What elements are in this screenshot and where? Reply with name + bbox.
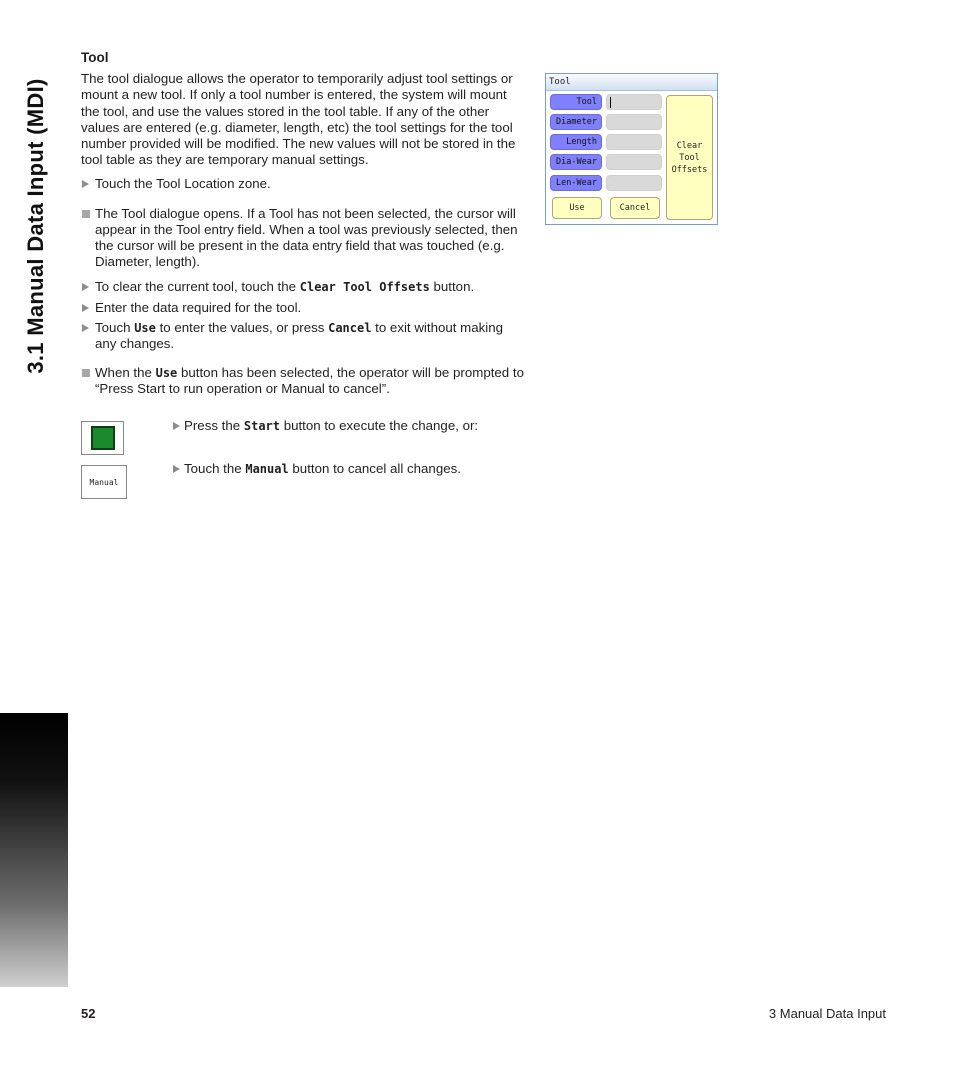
step-arrow-icon: [173, 465, 180, 473]
note-square-icon: [82, 369, 90, 377]
field-label-diameter[interactable]: Diameter: [550, 114, 602, 130]
note-text: button has been selected, the operator will be prompted to “Press Start to run operation or Manual to cancel”.: [95, 365, 524, 397]
use-button[interactable]: Use: [552, 197, 602, 219]
step-arrow-icon: [173, 422, 180, 430]
step-press-start: [172, 418, 532, 434]
note-text: The Tool dialogue opens. If a Tool has not been selected, the cursor will appear in the Tool entry field. When a tool was previously selected, then the cursor will be present in the data entry field that was touched (e.g. Diameter, length).: [95, 205, 518, 270]
clear-label-line2: Tool: [679, 152, 700, 163]
step-text: to exit without making any changes.: [95, 319, 504, 352]
clear-label-line1: Clear: [676, 140, 703, 151]
field-label-tool[interactable]: Tool: [550, 94, 602, 110]
tool-dialog-title: Tool: [546, 74, 717, 91]
footer-chapter: 3 Manual Data Input: [768, 1006, 886, 1021]
step-arrow-icon: [82, 304, 89, 312]
clear-label-line3: Offsets: [671, 164, 708, 175]
step-arrow-icon: [82, 324, 89, 332]
clear-tool-offsets-key: Clear Tool Offsets: [299, 280, 430, 295]
step-text: To clear the current tool, touch the: [95, 279, 300, 295]
step-text: button to cancel all changes.: [288, 461, 461, 476]
step-arrow-icon: [82, 283, 89, 291]
field-label-length[interactable]: Length: [550, 134, 602, 150]
intro-paragraph: The tool dialogue allows the operator to temporarily adjust tool settings or mount a new tool. If only a tool number is entered, the system will mount the tool, and use the values stored in the tool table. If any of the other values are entered (e.g. diameter, length, etc) the tool settings for the tool number provided will be modified. The new values will not be stored in the tool table as they are temporary manual settings.: [81, 71, 516, 168]
tool-dialog-body: [546, 91, 717, 224]
manual-row: [81, 461, 541, 501]
chapter-side-title-text: 3.1 Manual Data Input (MDI): [23, 78, 48, 374]
step-text: Press the: [184, 418, 244, 433]
note-square-icon: [82, 210, 90, 218]
manual-key: Manual: [245, 462, 289, 476]
length-input[interactable]: [606, 134, 662, 150]
step-text: Touch the: [184, 461, 246, 476]
cancel-button[interactable]: Cancel: [610, 197, 660, 219]
step-text: to enter the values, or press: [155, 319, 329, 335]
step-touch-use: [81, 320, 526, 352]
clear-tool-offsets-button[interactable]: [666, 95, 713, 220]
step-enter-data: [81, 300, 526, 316]
start-key: Start: [243, 419, 280, 433]
manual-button-icon: Manual: [81, 465, 127, 499]
note-dialogue-opens: [81, 206, 526, 271]
field-label-len-wear[interactable]: Len-Wear: [550, 175, 602, 191]
note-use-selected: [81, 365, 526, 397]
main-content: [81, 50, 526, 407]
len-wear-input[interactable]: [606, 175, 662, 191]
section-title: Tool: [81, 50, 109, 65]
step-arrow-icon: [82, 180, 89, 188]
step-text: Touch: [95, 319, 135, 335]
step-text: button.: [429, 279, 475, 295]
tool-input[interactable]: [606, 94, 662, 110]
step-touch-zone: [81, 176, 526, 192]
field-label-dia-wear[interactable]: Dia-Wear: [550, 154, 602, 170]
text-cursor: [610, 97, 611, 108]
step-text: Touch the Tool Location zone.: [95, 176, 271, 192]
note-text: When the: [95, 365, 156, 381]
tool-dialog: [545, 73, 718, 225]
start-icon: [91, 426, 115, 450]
page-number: 52: [81, 1006, 96, 1021]
step-text: Enter the data required for the tool.: [95, 299, 302, 315]
diameter-input[interactable]: [606, 114, 662, 130]
use-key: Use: [155, 366, 178, 381]
chapter-side-title: [22, 45, 52, 405]
step-clear-tool: [81, 279, 526, 295]
step-touch-manual: [172, 461, 532, 477]
cancel-key: Cancel: [328, 320, 372, 335]
start-row: [81, 418, 541, 457]
dia-wear-input[interactable]: [606, 154, 662, 170]
start-button-icon: [81, 421, 124, 455]
use-key: Use: [134, 320, 156, 335]
step-text: button to execute the change, or:: [280, 418, 479, 433]
side-gradient-bar: [0, 713, 68, 987]
